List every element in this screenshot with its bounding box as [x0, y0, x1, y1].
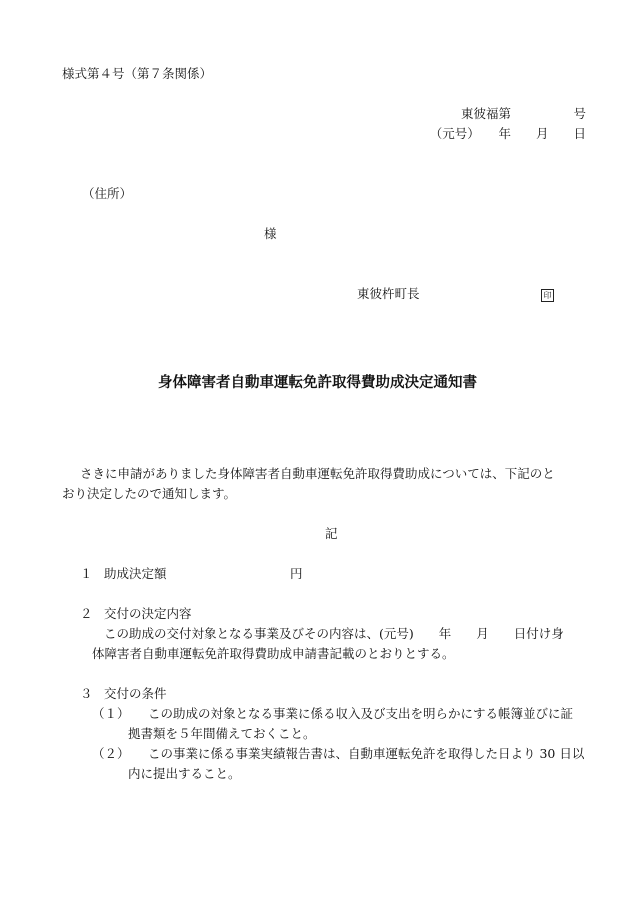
item-2-line-2: 体障害者自動車運転免許取得費助成申請書記載のとおりとする。	[92, 646, 455, 661]
item-2-line-1: この助成の交付対象となる事業及びその内容は、(元号) 年 月 日付け身	[104, 626, 564, 641]
condition-1-line-1: この助成の対象となる事業に係る収入及び支出を明らかにする帳簿並びに証	[148, 706, 574, 721]
item-3-label: 交付の条件	[104, 686, 167, 701]
document-number: 東彼福第 号	[460, 106, 586, 121]
condition-1-number: （１）	[92, 706, 130, 721]
document-title: 身体障害者自動車運転免許取得費助成決定通知書	[158, 374, 477, 391]
intro-line-1: さきに申請がありました身体障害者自動車運転免許取得費助成については、下記のと	[80, 466, 555, 481]
condition-2-line-1: この事業に係る事業実績報告書は、自動車運転免許を取得した日より 30 日以	[148, 746, 585, 761]
intro-line-2: おり決定したので通知します。	[62, 486, 237, 501]
item-1-label: 助成決定額	[104, 566, 167, 581]
item-1-number: １	[80, 566, 93, 581]
item-2-number: ２	[80, 606, 93, 621]
form-label: 様式第４号（第７条関係）	[62, 66, 213, 81]
recipient-honorific: 様	[264, 226, 277, 241]
seal-char: 印	[541, 289, 554, 302]
ki-label: 記	[325, 526, 338, 541]
sender-name: 東彼杵町長	[357, 286, 420, 301]
issue-date: （元号） 年 月 日	[429, 126, 586, 141]
condition-2-line-2: 内に提出すること。	[128, 766, 241, 781]
address-label: （住所）	[82, 186, 133, 201]
item-1-unit: 円	[290, 566, 303, 581]
item-3-number: ３	[80, 686, 93, 701]
item-2-label: 交付の決定内容	[104, 606, 192, 621]
condition-2-number: （２）	[92, 746, 130, 761]
condition-1-line-2: 拠書類を５年間備えておくこと。	[128, 726, 316, 741]
seal-mark	[541, 286, 554, 302]
